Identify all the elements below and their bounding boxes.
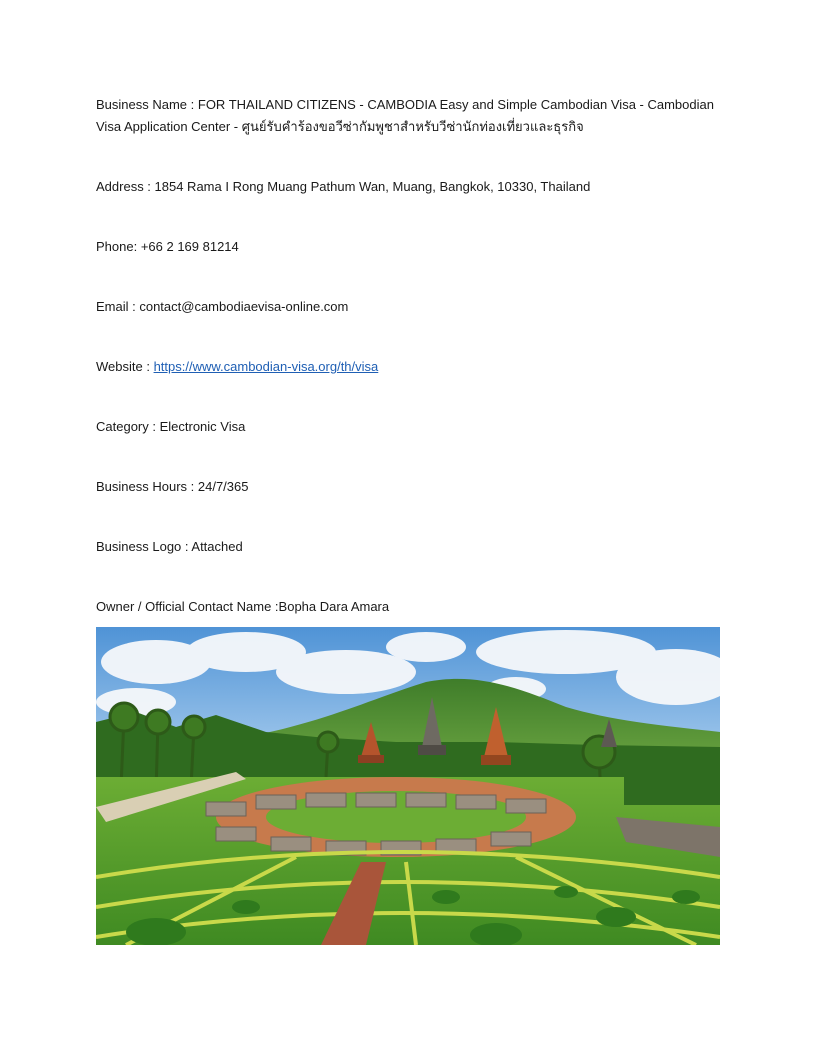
email: Email : contact@cambodiaevisa-online.com (96, 299, 349, 314)
address: Address : 1854 Rama I Rong Muang Pathum Wan, Muang, Bangkok, 10330, Thailand (96, 179, 591, 194)
garden-photo-illustration (96, 627, 720, 945)
website-label: Website : (96, 359, 154, 374)
category: Category : Electronic Visa (96, 419, 246, 434)
website-link[interactable]: https://www.cambodian-visa.org/th/visa (153, 359, 379, 374)
business-name: Business Name : FOR THAILAND CITIZENS - CAMBODIA Easy and Simple Cambodian Visa - Cambodian Visa Application Center - ศูนย์รับคำร้องขอวีซ่ากัมพูชาสำหรับวีซ่านักท่องเที่ยวและธุรกิจ (96, 97, 714, 134)
garden-photo (96, 627, 720, 945)
website (96, 356, 716, 378)
owner-contact: Owner / Official Contact Name :Bopha Dara Amara (96, 599, 390, 614)
business-hours: Business Hours : 24/7/365 (96, 479, 249, 494)
phone: Phone: +66 2 169 81214 (96, 239, 239, 254)
business-logo: Business Logo : Attached (96, 539, 243, 554)
